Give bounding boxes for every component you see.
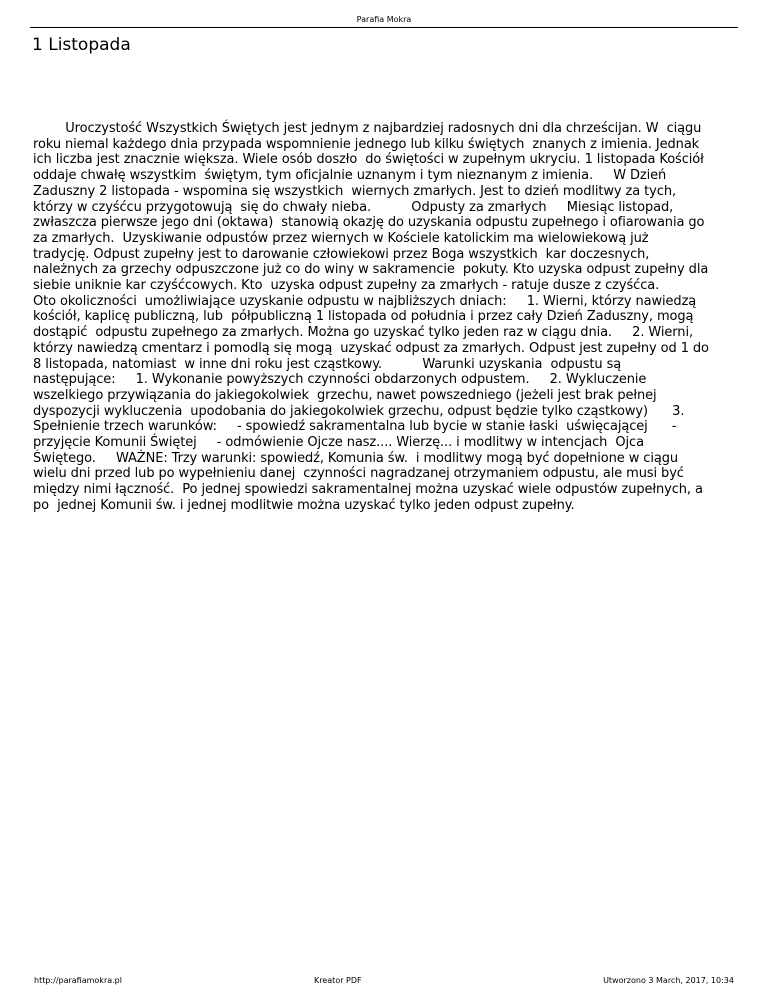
- body-line: którzy nawiedzą cmentarz i pomodlą się mogą uzyskać odpust za zmarłych. Odpust jest zupełny od 1 do: [33, 340, 709, 356]
- body-line: wielu dni przed lub po wypełnieniu danej czynności nagradzanej otrzymaniem odpustu, ale musi być: [33, 466, 684, 482]
- body-line: między nimi łączność. Po jednej spowiedzi sakramentalnej można uzyskać wiele odpustów zupełnych, a: [33, 482, 703, 498]
- body-line: Spełnienie trzech warunków: - spowiedź sakramentalna lub bycie w stanie łaski uświęcającej -: [33, 419, 677, 435]
- body-line: siebie uniknie kar czyśćcowych. Kto uzyska odpust zupełny za zmarłych - ratuje dusze z czyśćca.: [33, 278, 660, 294]
- page-title: 1 Listopada: [32, 35, 131, 55]
- body-line: za zmarłych. Uzyskiwanie odpustów przez wiernych w Kościele katolickim ma wielowiekową już: [33, 230, 649, 246]
- body-line: przyjęcie Komunii Świętej - odmówienie Ojcze nasz.... Wierzę... i modlitwy w intencjach Ojca: [33, 435, 644, 451]
- body-line: oddaje chwałę wszystkim świętym, tym oficjalnie uznanym i tym nieznanym z imienia. W Dzień: [33, 168, 667, 184]
- body-line: Oto okoliczności umożliwiające uzyskanie odpustu w najbliższych dniach: 1. Wierni, którzy nawiedzą: [33, 293, 697, 309]
- site-name-header: Parafia Mokra: [356, 15, 412, 24]
- article-body: [33, 121, 738, 514]
- footer-generator: Kreator PDF: [314, 976, 362, 985]
- body-line: po jednej Komunii św. i jednej modlitwie można uzyskać tylko jeden odpust zupełny.: [33, 497, 575, 513]
- body-line: zwłaszcza pierwsze jego dni (oktawa) stanowią okazję do uzyskania odpustu zupełnego i ofiarowania go: [33, 215, 705, 231]
- footer-created-date: Utworzono 3 March, 2017, 10:34: [603, 976, 734, 985]
- body-line: ich liczba jest znacznie większa. Wiele osób doszło do świętości w zupełnym ukryciu. 1 listopada Kościół: [33, 152, 704, 168]
- body-line: roku niemal każdego dnia przypada wspomnienie jednego lub kilku świętych znanych z imienia. Jednak: [33, 136, 700, 152]
- body-line: 8 listopada, natomiast w inne dni roku jest cząstkowy. Warunki uzyskania odpustu są: [33, 356, 622, 372]
- footer-url: http://parafiamokra.pl: [34, 976, 122, 985]
- body-line: którzy w czyśćcu przygotowują się do chwały nieba. Odpusty za zmarłych Miesiąc listopad,: [33, 199, 674, 215]
- body-line: następujące: 1. Wykonanie powyższych czynności obdarzonych odpustem. 2. Wykluczenie: [33, 372, 647, 388]
- body-line: kościół, kaplicę publiczną, lub półpubliczną 1 listopada od południa i przez cały Dzień Zaduszny, mogą: [33, 309, 694, 325]
- body-line: tradycję. Odpust zupełny jest to darowanie człowiekowi przez Boga wszystkich kar doczesnych,: [33, 246, 650, 262]
- body-line: należnych za grzechy odpuszczone już co do winy w sakramencie pokuty. Kto uzyska odpust zupełny dla: [33, 262, 709, 278]
- body-line: dyspozycji wykluczenia upodobania do jakiegokolwiek grzechu, odpust będzie tylko cząstkowy) 3.: [33, 403, 685, 419]
- body-line: Uroczystość Wszystkich Świętych jest jednym z najbardziej radosnych dni dla chrześcijan. W ciągu: [33, 121, 702, 136]
- body-line: Zaduszny 2 listopada - wspomina się wszystkich wiernych zmarłych. Jest to dzień modlitwy za tych,: [33, 183, 676, 199]
- body-line: wszelkiego przywiązania do jakiegokolwiek grzechu, nawet powszedniego (jeżeli jest brak pełnej: [33, 387, 657, 403]
- body-line: Świętego. WAŻNE: Trzy warunki: spowiedź, Komunia św. i modlitwy mogą być dopełnione w ciągu: [33, 450, 678, 466]
- header-divider: [30, 27, 738, 28]
- body-line: dostąpić odpustu zupełnego za zmarłych. Można go uzyskać tylko jeden raz w ciągu dnia. 2. Wierni,: [33, 325, 693, 341]
